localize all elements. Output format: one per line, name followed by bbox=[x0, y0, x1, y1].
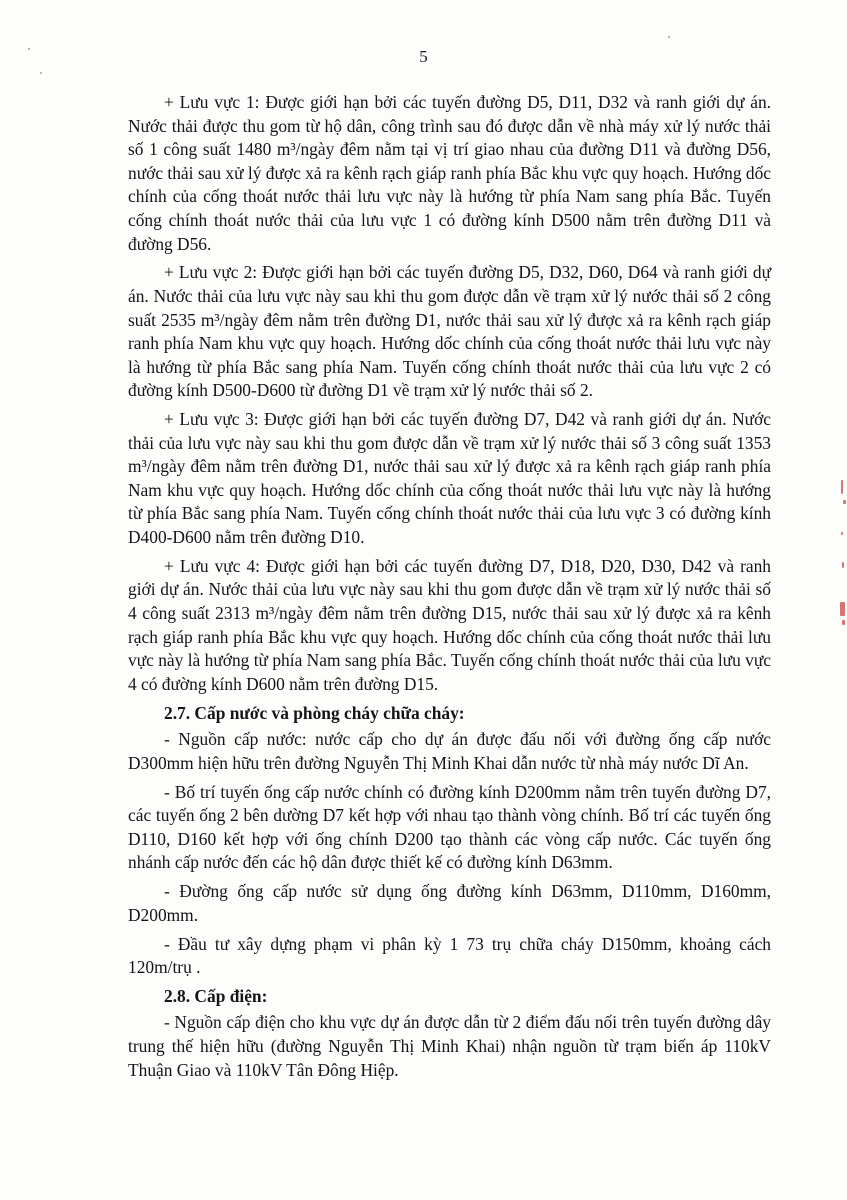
scan-speck bbox=[28, 48, 30, 50]
seal-edge-marks bbox=[835, 470, 847, 640]
paragraph-nguon-cap-nuoc: - Nguồn cấp nước: nước cấp cho dự án được đấu nối với đường ống cấp nước D300mm hiện hữu trên đường Nguyễn Thị Minh Khai dẫn nước từ nhà máy nước Dĩ An. bbox=[128, 729, 771, 773]
paragraph-luu-vuc-1: + Lưu vực 1: Được giới hạn bởi các tuyến đường D5, D11, D32 và ranh giới dự án. Nước thải được thu gom từ hộ dân, công trình sau đó được dẫn về nhà máy xử lý nước thải số 1 công suất 1480 m³/ngày đêm nằm tại vị trí giao nhau của đường D11 và đường D56, nước thải sau xử lý được xả ra kênh rạch giáp ranh phía Bắc khu vực quy hoạch. Hướng dốc chính của cống thoát nước thải lưu vực này là hướng từ phía Nam sang phía Bắc. Tuyến cống chính thoát nước thải của lưu vực 1 có đường kính D500 nằm trên đường D11 và đường D56. bbox=[128, 92, 771, 254]
paragraph-luu-vuc-2: + Lưu vực 2: Được giới hạn bởi các tuyến đường D5, D32, D60, D64 và ranh giới dự án. Nước thải của lưu vực này sau khi thu gom được dẫn về trạm xử lý nước thải số 2 công suất 2535 m³/ngày đêm nằm trên đường D1, nước thải sau xử lý được xả ra kênh rạch giáp ranh phía Nam khu vực quy hoạch. Hướng dốc chính của cống thoát nước thải lưu vực này là hướng từ phía Bắc sang phía Nam. Tuyến cống chính thoát nước thải của lưu vực 2 có đường kính D500-D600 từ đường D1 về trạm xử lý nước thải số 2. bbox=[128, 262, 771, 401]
paragraph-luu-vuc-3: + Lưu vực 3: Được giới hạn bởi các tuyến đường D7, D42 và ranh giới dự án. Nước thải của lưu vực này sau khi thu gom được dẫn về trạm xử lý nước thải số 3 công suất 1353 m³/ngày đêm nằm trên đường D1, nước thải sau xử lý được xả ra kênh rạch giáp ranh phía Nam khu vực quy hoạch. Hướng dốc chính của cống thoát nước thải lưu vực này là hướng từ phía Bắc sang phía Nam. Tuyến cống chính thoát nước thải của lưu vực 3 có đường kính D400-D600 nằm trên đường D10. bbox=[128, 409, 771, 548]
paragraph-nguon-cap-dien: - Nguồn cấp điện cho khu vực dự án được dẫn từ 2 điểm đấu nối trên tuyến đường dây trung thế hiện hữu (đường Nguyễn Thị Minh Khai) nhận nguồn từ trạm biến áp 110kV Thuận Giao và 110kV Tân Đông Hiệp. bbox=[128, 1012, 771, 1080]
section-heading-2-7: 2.7. Cấp nước và phòng cháy chữa cháy: bbox=[164, 702, 465, 723]
paragraph-duong-ong-cap-nuoc: - Đường ống cấp nước sử dụng ống đường kính D63mm, D110mm, D160mm, D200mm. bbox=[128, 881, 771, 925]
page-number: 5 bbox=[419, 47, 428, 66]
document-body bbox=[128, 91, 771, 1087]
scan-speck bbox=[40, 72, 42, 74]
scan-speck bbox=[668, 36, 670, 38]
paragraph-luu-vuc-4: + Lưu vực 4: Được giới hạn bởi các tuyến đường D7, D18, D20, D30, D42 và ranh giới dự án. Nước thải của lưu vực này sau khi thu gom được dẫn về trạm xử lý nước thải số 4 công suất 2313 m³/ngày đêm nằm trên đường D15, nước thải sau xử lý được xả ra kênh rạch giáp ranh phía Bắc khu vực quy hoạch. Hướng dốc chính của cống thoát nước thải lưu vực này là hướng từ phía Nam sang phía Bắc. Tuyến cống chính thoát nước thải của lưu vực 4 có đường kính D600 nằm trên đường D15. bbox=[128, 555, 771, 694]
paragraph-bo-tri-tuyen-ong: - Bố trí tuyến ống cấp nước chính có đường kính D200mm nằm trên tuyến đường D7, các tuyến ống 2 bên dường D7 kết hợp với nhau tạo thành vòng chính. Bố trí các tuyến ống D110, D160 kết hợp với ống chính D200 tạo thành các vòng cấp nước. Các tuyến ống nhánh cấp nước đến các hộ dân được thiết kế có đường kính D63mm. bbox=[128, 781, 771, 873]
paragraph-tru-chua-chay: - Đầu tư xây dựng phạm vi phân kỳ 1 73 trụ chữa cháy D150mm, khoảng cách 120m/trụ . bbox=[128, 933, 771, 978]
section-heading-2-8: 2.8. Cấp điện: bbox=[164, 985, 268, 1006]
